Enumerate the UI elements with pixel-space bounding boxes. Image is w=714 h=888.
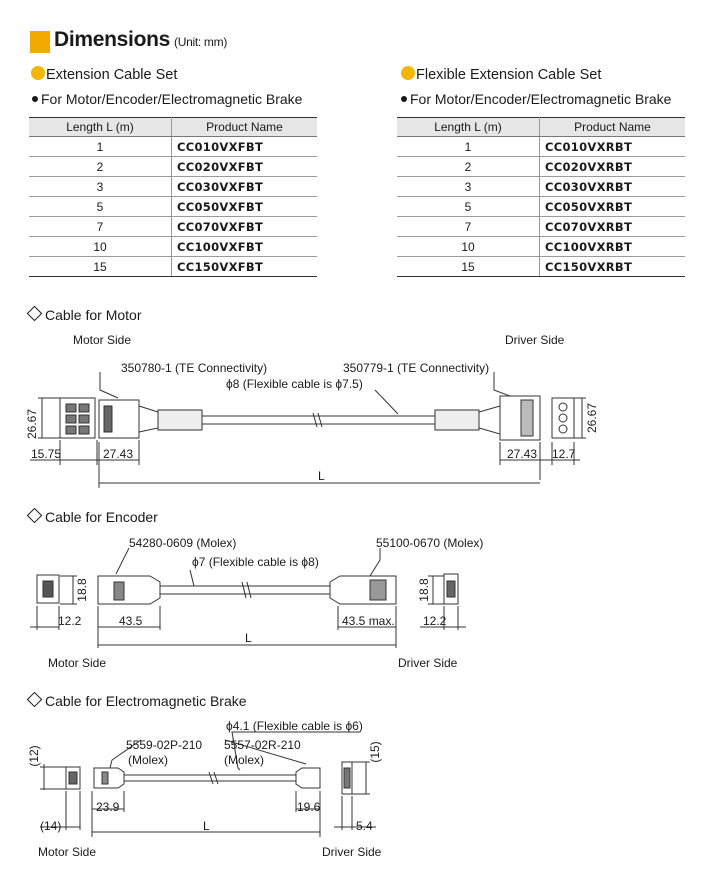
motor-dim-conn-left: 27.43 — [103, 447, 134, 461]
product-cell: CC100VXFBT — [172, 237, 318, 257]
extension-set-table — [29, 117, 317, 277]
length-cell: 1 — [397, 137, 540, 157]
motor-cable-right-side: Driver Side — [505, 333, 565, 347]
table-row — [397, 257, 685, 277]
diamond-icon — [27, 508, 43, 524]
extension-set-title: Extension Cable Set — [46, 67, 178, 83]
encoder-connector-right-label: 55100-0670 (Molex) — [376, 536, 484, 550]
column-header-length: Length L (m) — [29, 118, 172, 137]
page-title-text: Dimensions — [54, 28, 171, 51]
length-cell: 5 — [397, 197, 540, 217]
length-cell: 10 — [29, 237, 172, 257]
motor-connector-left-label: 350780-1 (TE Connectivity) — [121, 361, 268, 375]
diamond-icon — [27, 306, 43, 322]
leader-line — [100, 372, 118, 398]
motor-cable-drawing — [0, 350, 714, 500]
encoder-dim-conn-left: 43.5 — [119, 614, 143, 628]
table-row — [397, 157, 685, 177]
motor-dim-height-left: 26.67 — [25, 408, 39, 440]
length-cell: 2 — [397, 157, 540, 177]
table-header-row — [397, 118, 685, 137]
length-cell: 10 — [397, 237, 540, 257]
table-row — [29, 177, 317, 197]
motor-dim-left-end: 15.75 — [31, 447, 62, 461]
motor-cable-note: ϕ8 (Flexible cable is ϕ7.5) — [226, 377, 363, 391]
bullet-icon — [32, 96, 38, 102]
table-row — [397, 137, 685, 157]
motor-dim-height-right: 26.67 — [585, 402, 599, 434]
column-header-length: Length L (m) — [397, 118, 540, 137]
leader-line — [190, 570, 194, 586]
yellow-dot-icon — [31, 66, 45, 80]
encoder-dim-right-end: 12.2 — [423, 614, 447, 628]
encoder-dim-length: L — [245, 631, 252, 645]
brake-cable-heading — [26, 693, 247, 709]
diamond-icon — [27, 692, 43, 708]
length-cell: 3 — [397, 177, 540, 197]
brake-cable-right-side: Driver Side — [322, 845, 382, 859]
motor-right-connector-body — [500, 396, 540, 440]
brake-dim-length: L — [203, 819, 210, 833]
brake-dim-right-end: 5.4 — [356, 819, 373, 833]
table-row — [397, 177, 685, 197]
flexible-set-subtitle: For Motor/Encoder/Electromagnetic Brake — [410, 91, 672, 107]
product-cell: CC050VXRBT — [540, 197, 686, 217]
leader-line — [116, 548, 129, 574]
table-row — [29, 257, 317, 277]
encoder-left-connector-body — [98, 576, 160, 604]
product-cell: CC070VXFBT — [172, 217, 318, 237]
motor-cable-sleeve-left — [158, 410, 202, 430]
brake-dim-height-right: (15) — [368, 741, 382, 763]
table-header-row — [29, 118, 317, 137]
product-cell: CC150VXRBT — [540, 257, 686, 277]
product-cell: CC070VXRBT — [540, 217, 686, 237]
product-cell: CC010VXRBT — [540, 137, 686, 157]
brake-left-connector-body — [94, 768, 124, 788]
flexible-set-heading — [401, 66, 601, 83]
title-accent-square — [30, 31, 50, 53]
product-cell: CC050VXFBT — [172, 197, 318, 217]
encoder-cable-note: ϕ7 (Flexible cable is ϕ8) — [192, 555, 319, 569]
brake-right-connector-body — [296, 768, 320, 788]
encoder-dim-height-right: 18.8 — [417, 578, 431, 602]
brake-cable-note: ϕ4.1 (Flexible cable is ϕ6) — [226, 719, 363, 733]
product-cell: CC010VXFBT — [172, 137, 318, 157]
product-cell: CC150VXFBT — [172, 257, 318, 277]
page-title — [54, 28, 227, 52]
encoder-cable-drawing — [0, 530, 714, 650]
leader-line — [375, 390, 398, 414]
extension-set-subtitle: For Motor/Encoder/Electromagnetic Brake — [41, 91, 303, 107]
encoder-cable-right-side: Driver Side — [398, 656, 458, 670]
bullet-icon — [401, 96, 407, 102]
encoder-dim-height-left: 18.8 — [75, 578, 89, 602]
leader-line — [370, 548, 380, 576]
product-cell: CC100VXRBT — [540, 237, 686, 257]
motor-dim-conn-right: 27.43 — [507, 447, 538, 461]
motor-cable-title: Cable for Motor — [45, 307, 142, 323]
product-cell: CC020VXRBT — [540, 157, 686, 177]
table-row — [397, 237, 685, 257]
brake-cable-drawing — [0, 712, 714, 842]
length-cell: 15 — [29, 257, 172, 277]
leader-line — [494, 372, 510, 396]
brake-cable-left-side: Motor Side — [38, 845, 97, 859]
flexible-set-table — [397, 117, 685, 277]
motor-cable-left-side: Motor Side — [73, 333, 132, 347]
product-cell: CC030VXFBT — [172, 177, 318, 197]
length-cell: 3 — [29, 177, 172, 197]
flexible-set-title: Flexible Extension Cable Set — [416, 67, 602, 83]
table-row — [29, 217, 317, 237]
motor-cable-sleeve-right — [435, 410, 479, 430]
yellow-dot-icon — [401, 66, 415, 80]
table-row — [397, 217, 685, 237]
encoder-cable-left-side: Motor Side — [48, 656, 107, 670]
flexible-set-subheading — [401, 91, 671, 107]
table-row — [29, 137, 317, 157]
brake-connector-right-maker: (Molex) — [224, 753, 265, 767]
motor-left-end-face — [60, 398, 95, 438]
extension-set-subheading — [32, 91, 302, 107]
column-header-product: Product Name — [172, 118, 318, 137]
product-cell: CC020VXFBT — [172, 157, 318, 177]
motor-cable-heading — [26, 307, 141, 323]
length-cell: 1 — [29, 137, 172, 157]
length-cell: 5 — [29, 197, 172, 217]
product-cell: CC030VXRBT — [540, 177, 686, 197]
brake-connector-left-maker: (Molex) — [128, 753, 169, 767]
extension-set-heading — [31, 66, 177, 83]
encoder-cable-heading — [26, 509, 158, 525]
motor-dim-right-end: 12.7 — [552, 447, 576, 461]
brake-dim-left-end: (14) — [40, 819, 62, 833]
encoder-dim-left-end: 12.2 — [58, 614, 82, 628]
flexible-set-table-wrap — [397, 117, 685, 277]
table-row — [29, 237, 317, 257]
brake-dim-conn-right: 19.6 — [297, 800, 321, 814]
unit-label: (Unit: mm) — [174, 35, 228, 49]
motor-connector-right-label: 350779-1 (TE Connectivity) — [343, 361, 490, 375]
brake-dim-height-left: (12) — [27, 745, 41, 767]
brake-connector-left-label: 5559-02P-210 — [126, 738, 203, 752]
motor-dim-length: L — [318, 469, 325, 483]
encoder-dim-conn-right: 43.5 max. — [342, 614, 395, 628]
encoder-connector-left-label: 54280-0609 (Molex) — [129, 536, 237, 550]
brake-cable-title: Cable for Electromagnetic Brake — [45, 693, 247, 709]
length-cell: 15 — [397, 257, 540, 277]
encoder-cable-title: Cable for Encoder — [45, 509, 158, 525]
column-header-product: Product Name — [540, 118, 686, 137]
table-row — [397, 197, 685, 217]
brake-connector-right-label: 5557-02R-210 — [224, 738, 301, 752]
table-row — [29, 157, 317, 177]
length-cell: 7 — [29, 217, 172, 237]
motor-right-end-face — [552, 398, 574, 438]
length-cell: 2 — [29, 157, 172, 177]
table-row — [29, 197, 317, 217]
length-cell: 7 — [397, 217, 540, 237]
brake-dim-conn-left: 23.9 — [96, 800, 120, 814]
extension-set-table-wrap — [29, 117, 317, 277]
